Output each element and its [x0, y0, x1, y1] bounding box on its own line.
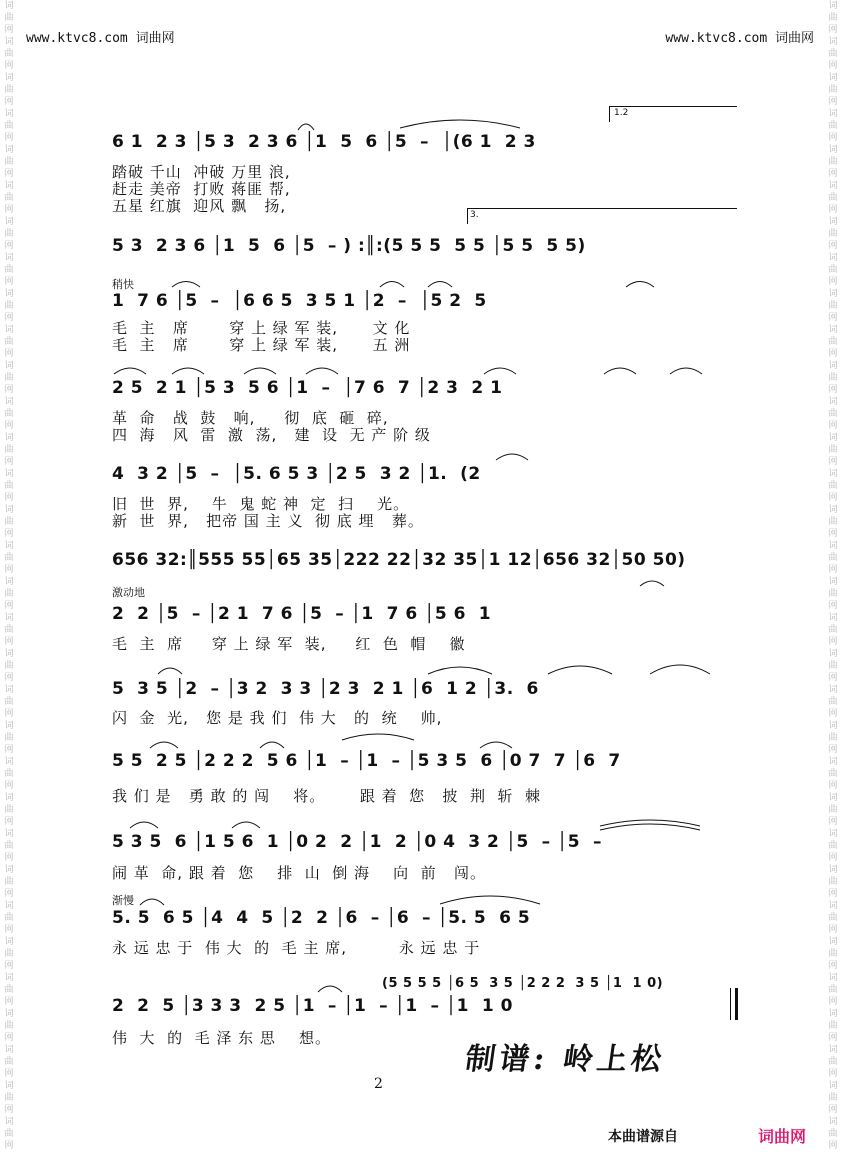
watermark-char: 网	[4, 673, 14, 683]
watermark-char: 词	[828, 289, 838, 299]
watermark-char: 网	[4, 781, 14, 791]
watermark-char: 曲	[4, 769, 14, 779]
watermark-char: 词	[828, 109, 838, 119]
watermark-char: 网	[4, 745, 14, 755]
watermark-char: 词	[4, 937, 14, 947]
slur-25	[232, 822, 260, 828]
watermark-char: 网	[4, 277, 14, 287]
notation-line-11: 5. 5 6 5 │4 4 5 │2 2 │6 – │6 – │5. 5 6 5	[112, 908, 531, 928]
lyric-line-12: 伟 大 的 毛 泽 东 思 想。	[112, 1029, 331, 1047]
watermark-char: 曲	[4, 121, 14, 131]
watermark-char: 网	[4, 349, 14, 359]
watermark-char: 网	[828, 1033, 838, 1043]
slur-8	[172, 368, 204, 374]
watermark-char: 词	[4, 685, 14, 695]
watermark-char: 曲	[828, 661, 838, 671]
slur-24	[130, 822, 158, 828]
watermark-char: 词	[4, 361, 14, 371]
watermark-char: 曲	[828, 589, 838, 599]
watermark-char: 词	[828, 469, 838, 479]
watermark-char: 网	[828, 997, 838, 1007]
watermark-char: 词	[828, 793, 838, 803]
watermark-char: 曲	[4, 553, 14, 563]
watermark-char: 网	[828, 565, 838, 575]
watermark-char: 曲	[828, 337, 838, 347]
watermark-char: 曲	[4, 85, 14, 95]
notation-line-6: 656 32:║555 55│65 35│222 22│32 35│1 12│656 32│50 50)	[112, 550, 686, 570]
slur-10	[306, 368, 338, 374]
watermark-char: 词	[828, 181, 838, 191]
slur-17	[428, 667, 492, 674]
footer-brand-link[interactable]: 词曲网	[758, 1127, 807, 1146]
watermark-char: 曲	[4, 985, 14, 995]
notation-line-4: 2 5 2 1 │5 3 5 6 │1 – │7 6 7 │2 3 2 1	[112, 378, 503, 398]
slur-7	[114, 368, 146, 374]
notation-line-12: 2 2 5 │3 3 3 2 5 │1 – │1 – │1 – │1 1 0	[112, 996, 513, 1016]
watermark-char: 网	[4, 421, 14, 431]
watermark-char: 网	[828, 169, 838, 179]
watermark-char: 曲	[828, 481, 838, 491]
lyric-line-1-verse-1: 踏破 千山 冲破 万里 浪,	[112, 163, 291, 181]
watermark-char: 网	[4, 853, 14, 863]
watermark-char: 词	[4, 973, 14, 983]
watermark-char: 曲	[4, 265, 14, 275]
watermark-char: 曲	[828, 517, 838, 527]
watermark-char: 词	[4, 469, 14, 479]
watermark-char: 词	[828, 505, 838, 515]
watermark-char: 词	[4, 613, 14, 623]
watermark-char: 网	[828, 349, 838, 359]
lyric-line-9: 我 们 是 勇 敢 的 闯 将。 跟 着 您 披 荆 斩 棘	[112, 787, 542, 805]
watermark-char: 词	[828, 685, 838, 695]
watermark-char: 词	[4, 757, 14, 767]
header-right-url[interactable]: www.ktvc8.com 词曲网	[665, 31, 814, 46]
watermark-char: 曲	[4, 1021, 14, 1031]
watermark-char: 曲	[4, 1057, 14, 1067]
watermark-char: 网	[828, 493, 838, 503]
lyric-line-4-verse-2: 四 海 风 雷 激 荡, 建 设 无 产 阶 级	[112, 426, 431, 444]
watermark-char: 网	[4, 1069, 14, 1079]
watermark-char: 网	[4, 1033, 14, 1043]
watermark-char: 曲	[828, 265, 838, 275]
watermark-char: 网	[828, 961, 838, 971]
lyric-line-5-verse-2: 新 世 界, 把帝 国 主 义 彻 底 埋 葬。	[112, 512, 424, 530]
notation-line-9: 5 5 2 5 │2 2 2 5 6 │1 – │1 – │5 3 5 6 │0 7 7 │6 7	[112, 751, 621, 771]
watermark-char: 网	[828, 385, 838, 395]
slur-11	[484, 368, 516, 374]
watermark-char: 词	[4, 289, 14, 299]
watermark-char: 词	[4, 217, 14, 227]
watermark-char: 词	[828, 1117, 838, 1127]
lyric-line-4-verse-1: 革 命 战 鼓 响, 彻 底 砸 碎,	[112, 409, 389, 427]
watermark-char: 网	[4, 241, 14, 251]
watermark-char: 词	[828, 613, 838, 623]
watermark-char: 词	[4, 181, 14, 191]
watermark-char: 网	[4, 637, 14, 647]
watermark-char: 词	[4, 829, 14, 839]
watermark-char: 词	[828, 757, 838, 767]
watermark-char: 曲	[4, 157, 14, 167]
slur-15	[640, 581, 664, 586]
watermark-char: 网	[828, 133, 838, 143]
watermark-char: 网	[4, 61, 14, 71]
watermark-char: 曲	[828, 769, 838, 779]
watermark-char: 词	[4, 1081, 14, 1091]
notation-line-8: 5 3 5 │2 – │3 2 3 3 │2 3 2 1 │6 1 2 │3. 6	[112, 679, 539, 699]
volta-label-2: 3.	[470, 210, 479, 220]
watermark-char: 词	[828, 37, 838, 47]
notation-line-5: 4 3 2 │5 – │5. 6 5 3 │2 5 3 2 │1. (2	[112, 464, 481, 484]
slur-30	[318, 986, 342, 992]
watermark-char: 曲	[828, 625, 838, 635]
notation-line-10: 5 3 5 6 │1 5 6 1 │0 2 2 │1 2 │0 4 3 2 │5 – │5 –	[112, 832, 602, 852]
watermark-char: 词	[828, 649, 838, 659]
watermark-char: 曲	[828, 841, 838, 851]
watermark-char: 曲	[828, 49, 838, 59]
watermark-char: 词	[828, 1, 838, 11]
watermark-char: 词	[828, 73, 838, 83]
watermark-char: 词	[4, 397, 14, 407]
watermark-char: 网	[4, 601, 14, 611]
watermark-char: 网	[4, 205, 14, 215]
watermark-char: 词	[828, 973, 838, 983]
watermark-char: 曲	[4, 661, 14, 671]
watermark-char: 曲	[4, 49, 14, 59]
watermark-char: 曲	[4, 481, 14, 491]
watermark-char: 曲	[4, 841, 14, 851]
lyric-line-7: 毛 主 席 穿 上 绿 军 装, 红 色 帽 徽	[112, 635, 466, 653]
volta-label-1: 1.2	[614, 108, 629, 118]
watermark-char: 网	[4, 817, 14, 827]
watermark-char: 曲	[4, 229, 14, 239]
watermark-char: 曲	[828, 1129, 838, 1139]
watermark-char: 网	[4, 385, 14, 395]
watermark-char: 曲	[828, 373, 838, 383]
watermark-char: 曲	[828, 1057, 838, 1067]
slur-28	[140, 899, 164, 905]
watermark-char: 网	[828, 925, 838, 935]
lyric-line-3-verse-2: 毛 主 席 穿 上 绿 军 装, 五 洲	[112, 336, 411, 354]
watermark-char: 词	[4, 109, 14, 119]
watermark-char: 曲	[4, 697, 14, 707]
watermark-char: 词	[4, 253, 14, 263]
watermark-char: 曲	[828, 157, 838, 167]
watermark-char: 曲	[4, 517, 14, 527]
watermark-char: 网	[828, 241, 838, 251]
watermark-char: 网	[828, 1069, 838, 1079]
watermark-char: 词	[4, 37, 14, 47]
lyric-line-10: 闹 革 命, 跟 着 您 排 山 倒 海 向 前 闯。	[112, 864, 486, 882]
watermark-char: 网	[4, 997, 14, 1007]
watermark-char: 曲	[828, 1093, 838, 1103]
watermark-char: 网	[828, 61, 838, 71]
watermark-char: 曲	[828, 445, 838, 455]
watermark-char: 曲	[828, 805, 838, 815]
watermark-char: 词	[4, 1, 14, 11]
watermark-char: 词	[4, 793, 14, 803]
tempo-mark-3: 渐慢	[112, 894, 134, 907]
footer-source-text: 本曲谱源自	[608, 1129, 678, 1145]
watermark-char: 曲	[828, 877, 838, 887]
watermark-char: 网	[828, 709, 838, 719]
watermark-char: 词	[828, 397, 838, 407]
watermark-char: 词	[828, 901, 838, 911]
watermark-char: 曲	[828, 85, 838, 95]
notation-line-2: 5 3 2 3 6 │1 5 6 │5 – ) :║:(5 5 5 5 5 │5 5 5 5)	[112, 236, 586, 256]
lyric-line-1-verse-2: 赶走 美帝 打败 蒋匪 帮,	[112, 180, 291, 198]
watermark-char: 曲	[828, 913, 838, 923]
watermark-char: 网	[4, 529, 14, 539]
watermark-char: 网	[4, 709, 14, 719]
watermark-char: 曲	[4, 301, 14, 311]
watermark-char: 词	[828, 865, 838, 875]
watermark-char: 词	[828, 937, 838, 947]
watermark-char: 曲	[828, 409, 838, 419]
watermark-char: 词	[4, 541, 14, 551]
watermark-char: 网	[4, 925, 14, 935]
watermark-char: 曲	[828, 985, 838, 995]
watermark-char: 词	[828, 721, 838, 731]
watermark-char: 词	[4, 1117, 14, 1127]
watermark-char: 曲	[828, 949, 838, 959]
watermark-char: 曲	[4, 733, 14, 743]
watermark-char: 网	[828, 277, 838, 287]
watermark-char: 网	[4, 313, 14, 323]
watermark-char: 曲	[4, 1093, 14, 1103]
watermark-char: 网	[828, 853, 838, 863]
watermark-char: 网	[828, 781, 838, 791]
watermark-char: 曲	[4, 193, 14, 203]
watermark-char: 曲	[4, 337, 14, 347]
watermark-char: 网	[828, 457, 838, 467]
watermark-char: 词	[4, 901, 14, 911]
watermark-char: 词	[828, 829, 838, 839]
watermark-char: 词	[828, 541, 838, 551]
watermark-char: 网	[828, 313, 838, 323]
watermark-char: 网	[4, 25, 14, 35]
slur-22	[342, 734, 414, 740]
watermark-char: 网	[4, 889, 14, 899]
watermark-char: 曲	[828, 733, 838, 743]
lyric-line-1-verse-3: 五星 红旗 迎风 飘 扬,	[112, 197, 287, 215]
watermark-char: 词	[4, 721, 14, 731]
watermark-char: 曲	[4, 805, 14, 815]
watermark-char: 词	[828, 217, 838, 227]
watermark-char: 网	[4, 1105, 14, 1115]
tempo-mark-1: 稍快	[112, 278, 134, 291]
watermark-char: 词	[4, 577, 14, 587]
watermark-char: 词	[828, 361, 838, 371]
watermark-char: 网	[828, 97, 838, 107]
slur-9	[244, 368, 276, 374]
lyric-line-5-verse-1: 旧 世 界, 牛 鬼 蛇 神 定 扫 光。	[112, 495, 410, 513]
watermark-char: 曲	[4, 373, 14, 383]
watermark-char: 曲	[828, 121, 838, 131]
slur-2	[400, 120, 520, 128]
watermark-char: 曲	[828, 13, 838, 23]
watermark-char: 曲	[828, 1021, 838, 1031]
notation-line-12-alt: (5 5 5 5 │6 5 3 5 │2 2 2 3 5 │1 1 0)	[382, 976, 664, 991]
watermark-char: 网	[828, 601, 838, 611]
watermark-char: 曲	[828, 553, 838, 563]
watermark-char: 曲	[4, 445, 14, 455]
watermark-char: 词	[828, 1045, 838, 1055]
watermark-char: 曲	[4, 409, 14, 419]
header-left-url[interactable]: www.ktvc8.com 词曲网	[26, 31, 175, 46]
watermark-char: 曲	[4, 589, 14, 599]
watermark-char: 网	[4, 97, 14, 107]
watermark-char: 词	[828, 145, 838, 155]
watermark-char: 曲	[828, 697, 838, 707]
slur-26	[600, 820, 700, 826]
page-number: 2	[374, 1076, 383, 1092]
watermark-char: 词	[4, 649, 14, 659]
watermark-char: 曲	[4, 913, 14, 923]
slur-5	[428, 282, 452, 288]
lyric-line-11: 永 远 忠 于 伟 大 的 毛 主 席, 永 远 忠 于	[112, 939, 481, 957]
watermark-char: 网	[828, 529, 838, 539]
watermark-char: 曲	[828, 229, 838, 239]
watermark-char: 网	[4, 457, 14, 467]
notation-line-1: 6 1 2 3 │5 3 2 3 6 │1 5 6 │5 – │(6 1 2 3	[112, 132, 536, 152]
watermark-char: 网	[828, 889, 838, 899]
watermark-char: 词	[4, 505, 14, 515]
slur-27	[600, 824, 700, 830]
watermark-char: 网	[828, 673, 838, 683]
watermark-char: 词	[4, 433, 14, 443]
slur-23	[480, 742, 512, 748]
slur-3	[172, 282, 200, 288]
lyric-line-3-verse-1: 毛 主 席 穿 上 绿 军 装, 文 化	[112, 319, 411, 337]
slur-12	[604, 368, 636, 374]
watermark-char: 曲	[4, 1129, 14, 1139]
watermark-char: 曲	[828, 193, 838, 203]
watermark-char: 网	[828, 1141, 838, 1151]
notation-line-7: 2 2 │5 – │2 1 7 6 │5 – │1 7 6 │5 6 1	[112, 604, 492, 624]
watermark-char: 网	[828, 205, 838, 215]
watermark-char: 网	[828, 745, 838, 755]
watermark-char: 词	[4, 1009, 14, 1019]
watermark-char: 网	[4, 1141, 14, 1151]
watermark-char: 曲	[4, 625, 14, 635]
slur-16	[158, 668, 182, 674]
watermark-char: 网	[4, 133, 14, 143]
watermark-char: 网	[4, 961, 14, 971]
signature: 制谱: 岭上松	[463, 1042, 668, 1077]
watermark-char: 词	[828, 577, 838, 587]
slur-18	[548, 666, 612, 674]
watermark-char: 网	[828, 1105, 838, 1115]
slur-19	[650, 665, 710, 674]
watermark-char: 网	[828, 637, 838, 647]
slur-20	[150, 742, 178, 748]
watermark-char: 词	[828, 1081, 838, 1091]
slur-29	[440, 896, 540, 904]
watermark-char: 曲	[4, 13, 14, 23]
slur-13	[670, 368, 702, 374]
slur-14	[496, 454, 528, 460]
slur-1	[298, 124, 314, 130]
watermark-char: 曲	[4, 877, 14, 887]
watermark-char: 词	[828, 433, 838, 443]
watermark-char: 网	[828, 25, 838, 35]
notation-line-3: 1 7 6 │5 – │6 6 5 3 5 1 │2 – │5 2 5	[112, 291, 487, 311]
slur-21	[260, 742, 284, 748]
slur-4	[380, 282, 404, 288]
watermark-char: 网	[4, 565, 14, 575]
watermark-char: 曲	[828, 301, 838, 311]
watermark-char: 网	[4, 169, 14, 179]
watermark-char: 网	[828, 817, 838, 827]
watermark-char: 词	[4, 1045, 14, 1055]
lyric-line-8: 闪 金 光, 您 是 我 们 伟 大 的 统 帅,	[112, 709, 443, 727]
watermark-char: 词	[4, 145, 14, 155]
watermark-char: 网	[828, 421, 838, 431]
watermark-char: 词	[4, 325, 14, 335]
watermark-char: 网	[4, 493, 14, 503]
slur-6	[626, 282, 654, 288]
watermark-char: 词	[4, 865, 14, 875]
watermark-char: 词	[828, 1009, 838, 1019]
tempo-mark-2: 激动地	[112, 586, 145, 599]
watermark-char: 词	[4, 73, 14, 83]
watermark-char: 曲	[4, 949, 14, 959]
watermark-char: 词	[828, 253, 838, 263]
watermark-char: 词	[828, 325, 838, 335]
